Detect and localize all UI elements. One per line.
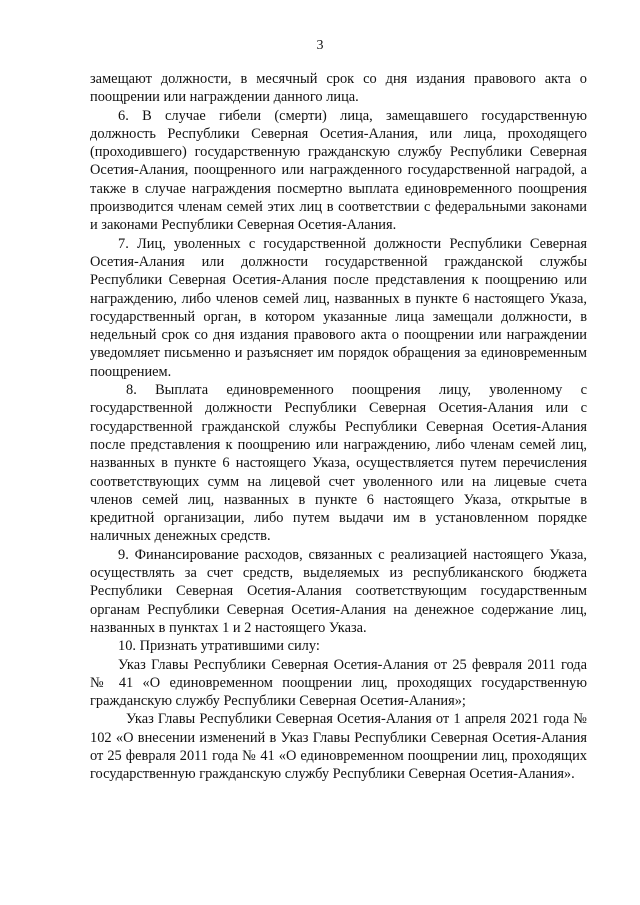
page-number: 3 <box>316 38 324 53</box>
paragraph-continuation: замещают должности, в месячный срок со дня издания правового акта о поощрении или награждении данного лица. <box>90 71 587 106</box>
paragraph-item-7: 7. Лиц, уволенных с государственной должности Республики Северная Осетия-Алания или должности государственной гражданской службы Республики Северная Осетия-Алания после представления к поощрению или награждению, либо членов семей лиц, названных в пункте 6 настоящего Указа, государственный орган, в котором указанные лица замещали должности, в недельный срок со дня издания правового акта о поощрении или награждении уведомляет письменно и разъясняет им порядок обращения за единовременным поощрением. <box>90 235 587 380</box>
paragraph-item-6: 6. В случае гибели (смерти) лица, замещавшего государственную должность Республики Северная Осетия-Алания, или лица, проходящего (проходившего) государственную гражданскую службу Республики Северная Осетия-Алания, поощренного или награжденного государственной наградой, а также в случае награждения посмертно выплата единовременного поощрения производится членам семей этих лиц в соответствии с федеральными законами и законами Республики Северная Осетия-Алания. <box>90 107 587 234</box>
paragraph-item-8: 8. Выплата единовременного поощрения лицу, уволенному с государственной должности Республики Северная Осетия-Алания или с государственной гражданской службы Республики Северная Осетия-Алания после представления к поощрению или награждению, либо членам семей лиц, названных в пункте 6 настоящего Указа, осуществляется путем перечисления соответствующих сумм на лицевой счет уволенного или на лицевые счета членов семей лиц, названных в пункте 6 настоящего Указа, открытые в кредитной организации, либо путем выдачи им в установленном порядке наличных денежных средств. <box>90 382 587 545</box>
paragraph-repealed-decree-2021: Указ Главы Республики Северная Осетия-Алания от 1 апреля 2021 года № 102 «О внесении изменений в Указ Главы Республики Северная Осетия-Алания от 25 февраля 2011 года № 41 «О единовременном поощрении лиц, проходящих государственную гражданскую службу Республики Северная Осетия-Алания». <box>90 711 587 783</box>
document-body <box>90 70 587 784</box>
paragraph-repealed-decree-2011: Указ Главы Республики Северная Осетия-Алания от 25 февраля 2011 года № 41 «О единовременном поощрении лиц, проходящих государственную гражданскую службу Республики Северная Осетия-Алания»; <box>90 656 587 710</box>
paragraph-item-10: 10. Признать утратившими силу: <box>118 638 320 655</box>
paragraph-item-9: 9. Финансирование расходов, связанных с реализацией настоящего Указа, осуществлять за счет средств, выделяемых из республиканского бюджета Республики Северная Осетия-Алания соответствующим государственным органам Республики Северная Осетия-Алания на денежное содержание лиц, названных в пунктах 1 и 2 настоящего Указа. <box>90 546 587 636</box>
